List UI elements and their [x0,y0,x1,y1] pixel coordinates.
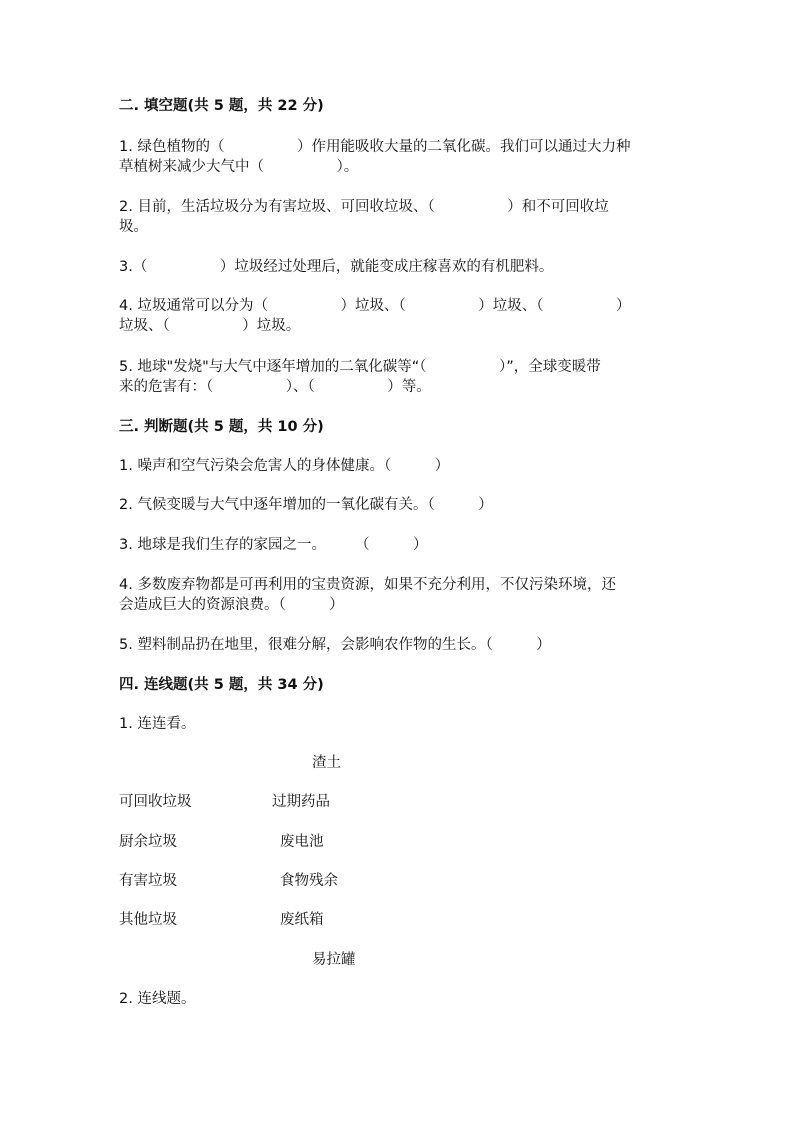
s2-q3-line1: 3.（ ）垃圾经过处理后，就能变成庄稼喜欢的有机肥料。 [119,259,554,275]
s3-q5: 5. 塑料制品扔在地里，很难分解，会影响农作物的生长。（ ） [119,637,551,653]
match-left-item: 其他垃圾 [119,912,177,928]
match-right-item: 易拉罐 [312,952,356,968]
s3-q1: 1. 噪声和空气污染会危害人的身体健康。（ ） [119,458,450,474]
s2-q5-line2: 来的危害有：（ ）、（ ）等。 [119,379,431,395]
s3-q2: 2. 气候变暖与大气中逐年增加的一氧化碳有关。（ ） [119,497,493,513]
match-left-item: 可回收垃圾 [119,794,192,810]
match-right-item: 过期药品 [272,794,330,810]
s3-q3: 3. 地球是我们生存的家园之一。 （ ） [119,537,428,553]
match-left-item: 有害垃圾 [119,873,177,889]
s2-q4-line1: 4. 垃圾通常可以分为（ ）垃圾、（ ）垃圾、（ ） [119,298,631,314]
s2-q1-line1: 1. 绿色植物的（ ）作用能吸收大量的二氧化碳。我们可以通过大力种 [119,139,631,155]
section-3-title: 三. 判断题(共 5 题，共 10 分) [119,419,324,435]
s3-q4-line2: 会造成巨大的资源浪费。（ ） [119,597,344,613]
match-right-item: 渣土 [312,755,341,771]
match-left-item: 厨余垃圾 [119,834,177,850]
match-right-item: 废电池 [280,834,324,850]
s2-q2-line1: 2. 目前，生活垃圾分为有害垃圾、可回收垃圾、（ ）和不可回收垃 [119,199,609,215]
s4-q1-title: 1. 连连看。 [119,716,196,732]
section-2-title: 二. 填空题(共 5 题，共 22 分) [119,98,324,114]
s4-q2-title: 2. 连线题。 [119,991,196,1007]
s2-q4-line2: 垃圾、（ ）垃圾。 [119,318,301,334]
s2-q5-line1: 5. 地球"发烧"与大气中逐年增加的二氧化碳等“（ ）”，全球变暖带 [119,359,601,375]
s2-q2-line2: 圾。 [119,219,148,235]
section-4-title: 四. 连线题(共 5 题，共 34 分) [119,677,324,693]
s3-q4-line1: 4. 多数废弃物都是可再利用的宝贵资源，如果不充分利用，不仅污染环境，还 [119,577,616,593]
match-right-item: 废纸箱 [280,912,324,928]
s2-q1-line2: 草植树来减少大气中（ ）。 [119,159,359,175]
match-right-item: 食物残余 [280,873,338,889]
